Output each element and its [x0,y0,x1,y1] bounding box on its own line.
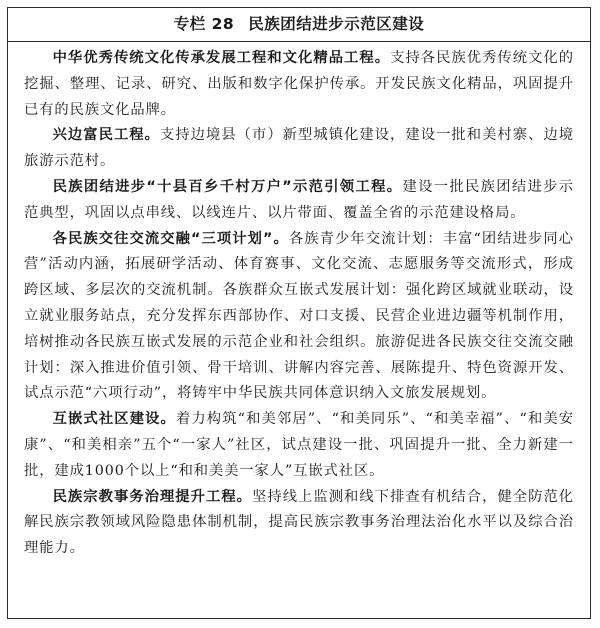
paragraph-body: 支持边境县（市）新型城镇化建设，建设一批和美村寨、边境旅游示范村。 [24,127,574,170]
paragraph-heading: 中华优秀传统文化传承发展工程和文化精品工程。 [52,50,391,66]
box-title: 民族团结进步示范区建设 [248,15,425,33]
paragraph-body: 各族青少年交流计划：丰富“团结进步同心营”活动内涵，拓展研学活动、体育赛事、文化交流、志愿服务等交流形式，形成跨区域、多层次的交流机制。各族群众互嵌式发展计划：强化跨区域就业联动，设立就业服务站点，充分发挥东西部协作、对口支援、民营企业进边疆等机制作用，培树推动各民族互嵌式发展的示范企业和社会组织。旅游促进各民族交往交流交融计划：深入推进价值引领、骨干培训、讲解内容完善、展陈提升、特色资源开发、试点示范“六项行动”，将铸牢中华民族共同体意识纳入文旅发展规划。 [24,230,574,402]
paragraph-body: 支持各民族优秀传统文化的挖掘、整理、记录、研究、出版和数字化保护传承。开发民族文化精品，巩固提升已有的民族文化品牌。 [24,50,574,118]
box-title-bar [8,8,590,42]
box-content [8,42,590,562]
paragraph-heading: 民族宗教事务治理提升工程。 [52,488,253,505]
paragraph-heading: 兴边富民工程。 [52,127,160,144]
paragraph-embedded-community [24,407,574,484]
feature-box [7,7,591,619]
paragraph-unity-demonstration [24,175,574,227]
paragraph-border-prosperity [24,123,574,175]
paragraph-body: 建设一批民族团结进步示范典型，巩固以点串线、以线连片、以片带面、覆盖全省的示范建设格局。 [24,178,574,221]
paragraph-three-plans [24,227,574,408]
paragraph-culture-heritage [24,46,574,123]
paragraph-heading: 互嵌式社区建设。 [52,411,176,428]
box-label: 专栏 28 [173,15,235,33]
paragraph-heading: 民族团结进步“十县百乡千村万户”示范引领工程。 [52,178,403,195]
paragraph-religious-governance [24,485,574,562]
paragraph-heading: 各民族交往交流交融“三项计划”。 [52,230,289,247]
paragraph-body: 坚持线上监测和线下排查有机结合，健全防范化解民族宗教领域风险隐患体制机制，提高民族宗教事务治理法治化水平以及综合治理能力。 [24,488,574,557]
paragraph-body: 着力构筑“和美邻居”、“和美同乐”、“和美幸福”、“和美安康”、“和美相亲”五个“一家人”社区，试点建设一批、巩固提升一批、全力新建一批，建成1000个以上“和和美美一家人”互嵌式社区。 [24,411,574,479]
